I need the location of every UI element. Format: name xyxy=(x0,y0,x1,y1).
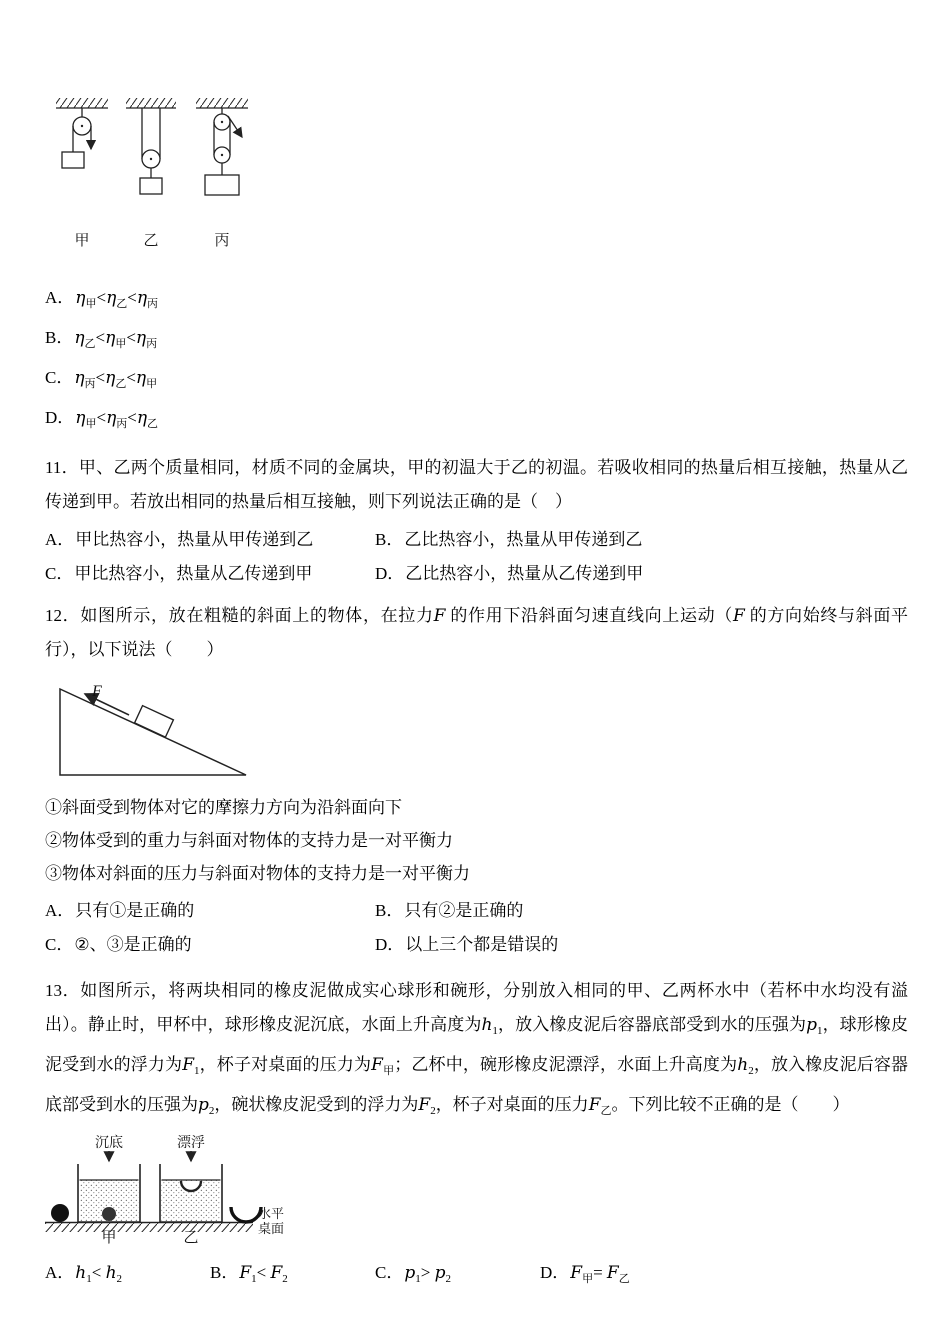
option-text: ②、③是正确的 xyxy=(74,935,192,954)
option-expression: $h_1< h_2$ xyxy=(75,1263,123,1285)
option-expression: $\eta_甲<\eta_丙<\eta_乙$ xyxy=(75,408,159,430)
option-label: A． xyxy=(45,901,75,920)
q12-statement-1: ①斜面受到物体对它的摩擦力方向为沿斜面向下 xyxy=(45,798,402,817)
option-text: 甲比热容小，热量从乙传递到甲 xyxy=(74,564,313,583)
option-label: B． xyxy=(210,1263,239,1282)
pulley-label-bing: 丙 xyxy=(214,233,230,249)
incline-figure-container xyxy=(55,683,950,779)
option-expression: $F_1< F_2$ xyxy=(239,1263,288,1285)
q13-option-b xyxy=(210,1256,375,1296)
option-label: A． xyxy=(45,1263,75,1282)
option-text: 乙比热容小，热量从乙传递到甲 xyxy=(405,564,644,583)
q10-option-c xyxy=(45,361,950,401)
option-label: C． xyxy=(45,368,74,387)
option-text: 只有②是正确的 xyxy=(404,901,524,920)
sunk-ball xyxy=(102,1207,116,1221)
option-label: C． xyxy=(375,1263,404,1282)
incline-diagram xyxy=(55,683,250,779)
option-label: D． xyxy=(375,935,405,954)
q11-text: 11．甲、乙两个质量相同，材质不同的金属块，甲的初温大于乙的初温。若吸收相同的热量后相互接触，热量从乙传递到甲。若放出相同的热量后相互接触，则下列说法正确的是（ ） xyxy=(45,458,908,511)
pulley-diagram xyxy=(48,95,278,251)
pulley-figure-container xyxy=(48,95,950,251)
q13-option-d xyxy=(540,1256,950,1296)
option-label: D． xyxy=(540,1263,570,1282)
beaker-diagram xyxy=(45,1134,337,1248)
q11-option-b xyxy=(375,523,950,557)
q12-option-b xyxy=(375,894,950,928)
q11-option-c xyxy=(45,557,375,591)
option-text: 以上三个都是错误的 xyxy=(405,935,559,954)
q12-option-c xyxy=(45,928,375,962)
option-text: 甲比热容小，热量从甲传递到乙 xyxy=(75,530,314,549)
table-label-line1: 水平 xyxy=(258,1206,285,1221)
q13-text: 13．如图所示，将两块相同的橡皮泥做成实心球形和碗形，分别放入相同的甲、乙两杯水中（若杯中水均没有溢出）。静止时，甲杯中，球形橡皮泥沉底，水面上升高度为$h_1$，放入橡皮泥后容器底部受到水的压强为$p_1$，球形橡皮泥受到水的浮力为$F_1$，杯子对桌面的压力为$F_甲$；乙杯中，碗形橡皮泥漂浮，水面上升高度为$h_2$，放入橡皮泥后容器底部受到水的压强为$p_2$，碗状橡皮泥受到的浮力为$F_2$，杯子对桌面的压力$F_乙$。下列比较不正确的是（ ） xyxy=(45,981,909,1117)
option-expression: $\eta_丙<\eta_乙<\eta_甲$ xyxy=(74,368,158,390)
beaker-label-yi: 乙 xyxy=(183,1230,199,1246)
sink-label: 沉底 xyxy=(95,1136,123,1151)
option-label: A． xyxy=(45,530,75,549)
option-expression: $\eta_甲<\eta_乙<\eta_丙$ xyxy=(75,288,159,310)
q12-option-a xyxy=(45,894,375,928)
option-label: D． xyxy=(45,408,75,427)
clay-ball-shape xyxy=(51,1204,69,1222)
option-text: 只有①是正确的 xyxy=(75,901,195,920)
q13-options xyxy=(45,1256,950,1296)
q12-statement-3: ③物体对斜面的压力与斜面对物体的支持力是一对平衡力 xyxy=(45,864,470,883)
pulley-label-jia: 甲 xyxy=(74,233,90,249)
option-label: C． xyxy=(45,564,74,583)
q12-options xyxy=(45,894,950,962)
option-label: B． xyxy=(375,901,404,920)
q10-option-b xyxy=(45,321,950,361)
q12-text: 12．如图所示，放在粗糙的斜面上的物体，在拉力F 的作用下沿斜面匀速直线向上运动（F 的方向始终与斜面平行），以下说法（ ） xyxy=(45,606,909,659)
q11-option-d xyxy=(375,557,950,591)
q10-options xyxy=(45,281,950,441)
float-label: 漂浮 xyxy=(177,1136,205,1151)
q12-option-d xyxy=(375,928,950,962)
option-expression: $\eta_乙<\eta_甲<\eta_丙$ xyxy=(74,328,158,350)
option-expression: $p_1> p_2$ xyxy=(404,1263,451,1285)
table-label-line2: 桌面 xyxy=(258,1221,285,1236)
q13-option-a xyxy=(45,1256,210,1296)
option-text: 乙比热容小，热量从甲传递到乙 xyxy=(404,530,643,549)
floating-bowl xyxy=(181,1181,201,1191)
option-label: B． xyxy=(45,328,74,347)
option-label: D． xyxy=(375,564,405,583)
q13-option-c xyxy=(375,1256,540,1296)
q12-statement-2: ②物体受到的重力与斜面对物体的支持力是一对平衡力 xyxy=(45,831,453,850)
option-label: C． xyxy=(45,935,74,954)
force-label: F xyxy=(92,683,102,700)
q10-option-d xyxy=(45,401,950,441)
pulley-label-yi: 乙 xyxy=(143,233,159,249)
q11-option-a xyxy=(45,523,375,557)
q11-options xyxy=(45,523,950,591)
clay-bowl-shape xyxy=(231,1207,261,1222)
beaker-figure-container xyxy=(45,1134,950,1248)
q10-option-a xyxy=(45,281,950,321)
option-expression: $F_甲= F_乙$ xyxy=(570,1263,630,1285)
option-label: B． xyxy=(375,530,404,549)
option-label: A． xyxy=(45,288,75,307)
q12-statements xyxy=(45,791,950,890)
beaker-label-jia: 甲 xyxy=(101,1230,117,1246)
